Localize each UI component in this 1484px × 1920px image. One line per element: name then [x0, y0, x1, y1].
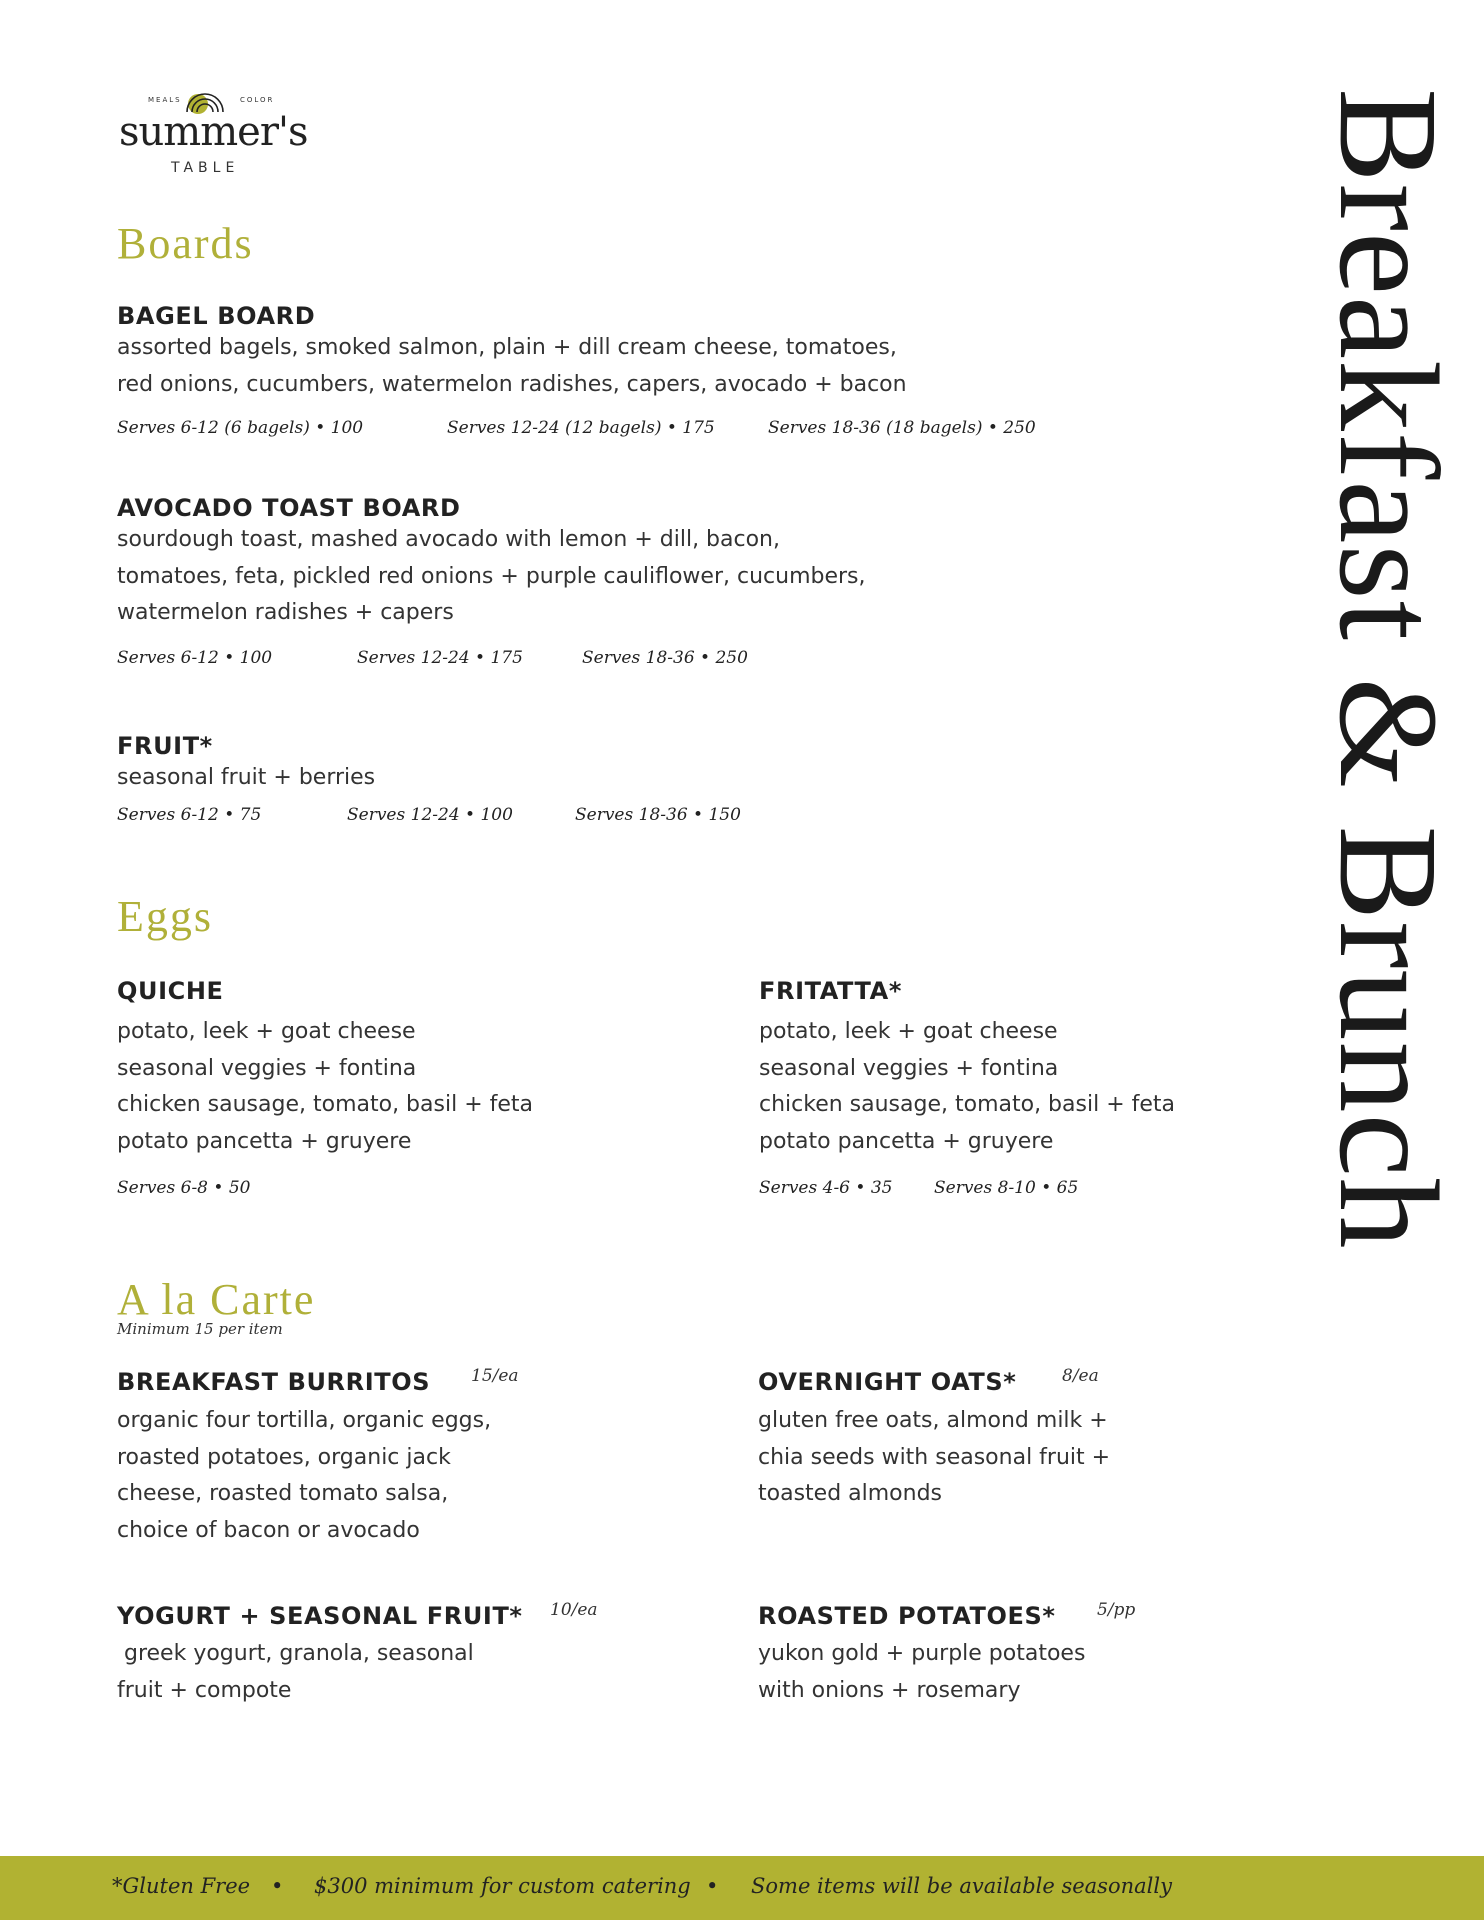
footer-gluten-free-note: *Gluten Free: [112, 1874, 251, 1898]
avocado-serves-medium: Serves 12-24 • 175: [357, 648, 523, 668]
desc-line: fruit + compote: [117, 1677, 292, 1703]
fritatta-serves-large: Serves 8-10 • 65: [934, 1178, 1079, 1198]
yogurt-description: [117, 1636, 474, 1709]
brand-name: summer's: [119, 109, 308, 155]
burritos-price: 15/ea: [471, 1366, 519, 1386]
desc-line: gluten free oats, almond milk +: [758, 1408, 1108, 1433]
desc-line: with onions + rosemary: [758, 1677, 1021, 1703]
potatoes-title: ROASTED POTATOES*: [758, 1602, 1056, 1630]
avocado-board-description: [117, 522, 866, 632]
section-title-eggs: Eggs: [117, 892, 213, 941]
footer-separator: •: [271, 1874, 284, 1898]
desc-line: tomatoes, feta, pickled red onions + purple cauliflower, cucumbers,: [117, 563, 866, 589]
page-title: Breakfast & Brunch: [1310, 88, 1468, 1250]
yogurt-title: YOGURT + SEASONAL FRUIT*: [117, 1602, 523, 1630]
desc-line: potato pancetta + gruyere: [117, 1128, 412, 1154]
potatoes-description: [758, 1636, 1085, 1709]
bagel-serves-medium: Serves 12-24 (12 bagels) • 175: [447, 418, 715, 438]
footer-minimum-note: $300 minimum for custom catering: [314, 1874, 691, 1898]
fruit-serves-large: Serves 18-36 • 150: [575, 805, 741, 825]
quiche-description: [117, 1014, 533, 1160]
desc-line: chia seeds with seasonal fruit +: [758, 1444, 1111, 1470]
yogurt-price: 10/ea: [550, 1600, 598, 1620]
bagel-serves-large: Serves 18-36 (18 bagels) • 250: [768, 418, 1036, 438]
desc-line: potato pancetta + gruyere: [759, 1128, 1054, 1154]
brand-logo: [115, 84, 308, 184]
desc-line: potato, leek + goat cheese: [759, 1019, 1058, 1044]
desc-line: potato, leek + goat cheese: [117, 1019, 416, 1044]
quiche-serves: Serves 6-8 • 50: [117, 1178, 251, 1198]
desc-line: yukon gold + purple potatoes: [758, 1641, 1086, 1666]
bagel-board-title: BAGEL BOARD: [117, 302, 316, 330]
quiche-title: QUICHE: [117, 977, 224, 1005]
desc-line: chicken sausage, tomato, basil + feta: [117, 1092, 534, 1117]
fruit-board-description: [117, 760, 375, 797]
desc-line: chicken sausage, tomato, basil + feta: [759, 1092, 1176, 1117]
oats-description: [758, 1403, 1110, 1513]
desc-line: roasted potatoes, organic jack: [117, 1444, 451, 1470]
fruit-board-title: FRUIT*: [117, 732, 213, 760]
bagel-board-description: [117, 330, 907, 403]
footer-seasonal-note: Some items will be available seasonally: [751, 1874, 1172, 1898]
brand-tag-left: MEALS: [148, 96, 182, 104]
desc-line: red onions, cucumbers, watermelon radishes, capers, avocado + bacon: [117, 371, 907, 397]
desc-line: seasonal veggies + fontina: [759, 1055, 1059, 1081]
desc-line: sourdough toast, mashed avocado with lemon + dill, bacon,: [117, 527, 780, 552]
desc-line: choice of bacon or avocado: [117, 1517, 420, 1543]
fritatta-title: FRITATTA*: [759, 977, 902, 1005]
footer-separator: •: [706, 1874, 719, 1898]
desc-line: cheese, roasted tomato salsa,: [117, 1481, 449, 1506]
desc-line: seasonal veggies + fontina: [117, 1055, 417, 1081]
desc-line: seasonal fruit + berries: [117, 765, 376, 790]
alacarte-minimum-note: Minimum 15 per item: [117, 1320, 283, 1338]
oats-price: 8/ea: [1062, 1366, 1099, 1386]
fritatta-description: [759, 1014, 1175, 1160]
bagel-serves-small: Serves 6-12 (6 bagels) • 100: [117, 418, 364, 438]
avocado-serves-small: Serves 6-12 • 100: [117, 648, 273, 668]
fruit-serves-small: Serves 6-12 • 75: [117, 805, 262, 825]
avocado-board-title: AVOCADO TOAST BOARD: [117, 494, 461, 522]
section-title-boards: Boards: [117, 219, 254, 268]
burritos-description: [117, 1403, 491, 1549]
brand-sub: TABLE: [171, 160, 240, 176]
desc-line: watermelon radishes + capers: [117, 600, 454, 625]
footer-bar: [0, 1856, 1484, 1920]
section-title-alacarte: A la Carte: [117, 1275, 316, 1324]
fritatta-serves-small: Serves 4-6 • 35: [759, 1178, 893, 1198]
brand-tag-right: COLOR: [240, 96, 275, 104]
avocado-serves-large: Serves 18-36 • 250: [582, 648, 748, 668]
desc-line: organic four tortilla, organic eggs,: [117, 1408, 492, 1433]
desc-line: assorted bagels, smoked salmon, plain + dill cream cheese, tomatoes,: [117, 335, 897, 360]
oats-title: OVERNIGHT OATS*: [758, 1368, 1017, 1396]
potatoes-price: 5/pp: [1097, 1600, 1136, 1620]
fruit-serves-medium: Serves 12-24 • 100: [347, 805, 513, 825]
desc-line: toasted almonds: [758, 1481, 943, 1506]
burritos-title: BREAKFAST BURRITOS: [117, 1368, 431, 1396]
desc-line: greek yogurt, granola, seasonal: [117, 1641, 474, 1666]
